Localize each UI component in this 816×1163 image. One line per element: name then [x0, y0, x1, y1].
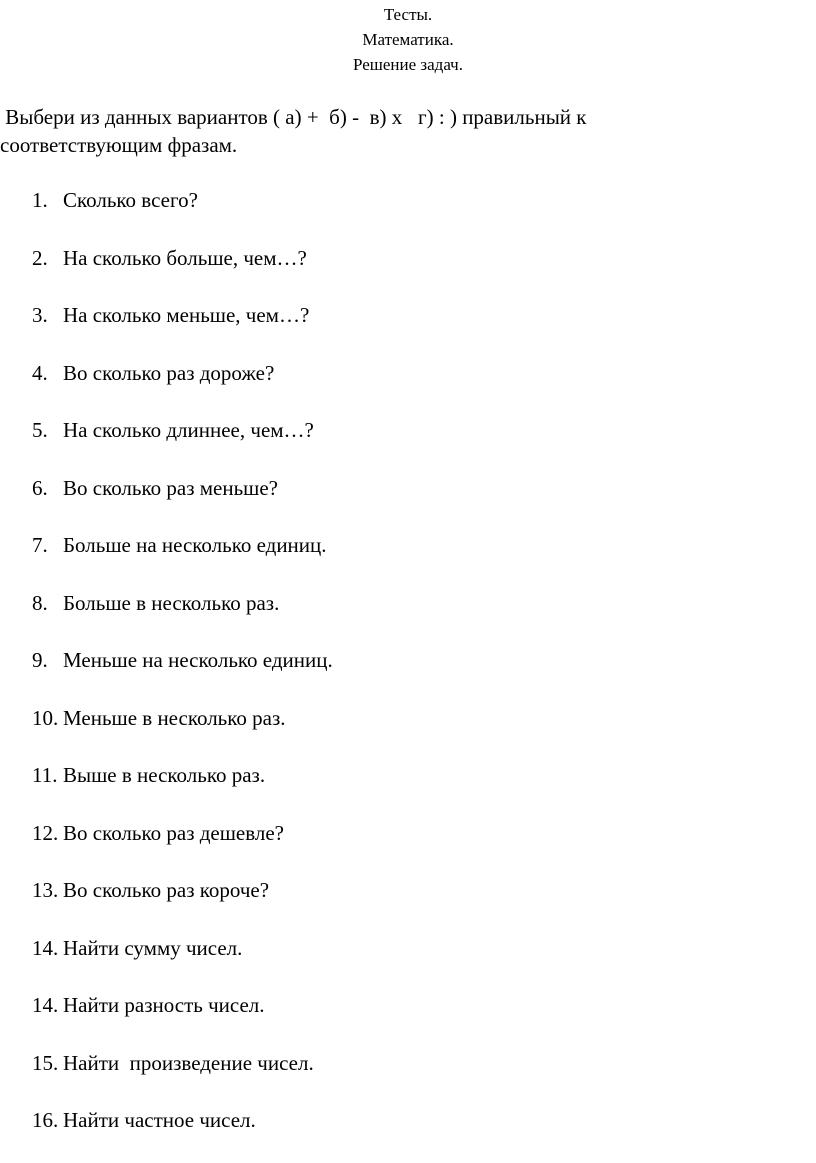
- question-text: Сколько всего?: [63, 188, 198, 212]
- question-text: Выше в несколько раз.: [63, 763, 266, 787]
- list-item: [0, 243, 800, 301]
- question-text: На сколько больше, чем…?: [63, 245, 307, 270]
- question-text: Во сколько раз дороже?: [63, 360, 275, 385]
- instruction-line-1: Выбери из данных вариантов ( а) + б) - в) х г) : ) правильный к: [0, 105, 587, 129]
- question-list: [0, 185, 800, 1163]
- question-number: 16.: [32, 1108, 59, 1132]
- instruction-line-2: соответствующим фразам.: [0, 133, 238, 157]
- list-item: [0, 300, 800, 358]
- list-item: [0, 645, 800, 703]
- question-number: 8.: [32, 590, 48, 615]
- question-text: Больше на несколько единиц.: [63, 533, 327, 557]
- question-text: Меньше на несколько единиц.: [63, 648, 333, 672]
- question-text: Больше в несколько раз.: [63, 590, 280, 615]
- header-topic: Решение задач.: [353, 55, 463, 74]
- question-number: 3.: [32, 303, 48, 327]
- question-number: 14.: [32, 993, 59, 1017]
- question-number: 11.: [32, 763, 58, 787]
- question-number: 15.: [32, 1050, 59, 1075]
- question-text: Во сколько раз меньше?: [63, 475, 278, 500]
- list-item: [0, 818, 800, 876]
- question-number: 7.: [32, 533, 48, 557]
- question-text: На сколько меньше, чем…?: [63, 303, 310, 327]
- question-text: Найти сумму чисел.: [63, 935, 243, 960]
- question-text: Во сколько раз короче?: [63, 878, 270, 902]
- list-item: [0, 760, 800, 818]
- list-item: [0, 990, 800, 1048]
- question-text: Найти произведение чисел.: [63, 1050, 314, 1075]
- question-number: 6.: [32, 475, 48, 500]
- question-text: Во сколько раз дешевле?: [63, 820, 285, 845]
- question-number: 13.: [32, 878, 59, 902]
- list-item: [0, 415, 800, 473]
- question-number: 14.: [32, 935, 59, 960]
- document-header: [0, 2, 816, 77]
- header-subject: Математика.: [362, 30, 454, 49]
- header-title-tests: Тесты.: [383, 5, 433, 24]
- question-number: 12.: [32, 820, 59, 845]
- question-text: Найти разность чисел.: [63, 993, 265, 1017]
- question-text: Меньше в несколько раз.: [63, 705, 286, 730]
- question-number: 2.: [32, 245, 48, 270]
- list-item: [0, 1048, 800, 1106]
- list-item: [0, 875, 800, 933]
- question-number: 10.: [32, 705, 59, 730]
- list-item: [0, 933, 800, 991]
- question-text: На сколько длиннее, чем…?: [63, 418, 314, 442]
- question-number: 4.: [32, 360, 48, 385]
- list-item: [0, 358, 800, 416]
- question-number: 1.: [32, 188, 48, 212]
- list-item: [0, 185, 800, 243]
- question-number: 9.: [32, 648, 48, 672]
- question-text: Найти частное чисел.: [63, 1108, 256, 1132]
- list-item: [0, 588, 800, 646]
- list-item: [0, 530, 800, 588]
- question-number: 5.: [32, 418, 48, 442]
- list-item: [0, 1105, 800, 1163]
- instruction-text: [0, 103, 800, 159]
- list-item: [0, 703, 800, 761]
- list-item: [0, 473, 800, 531]
